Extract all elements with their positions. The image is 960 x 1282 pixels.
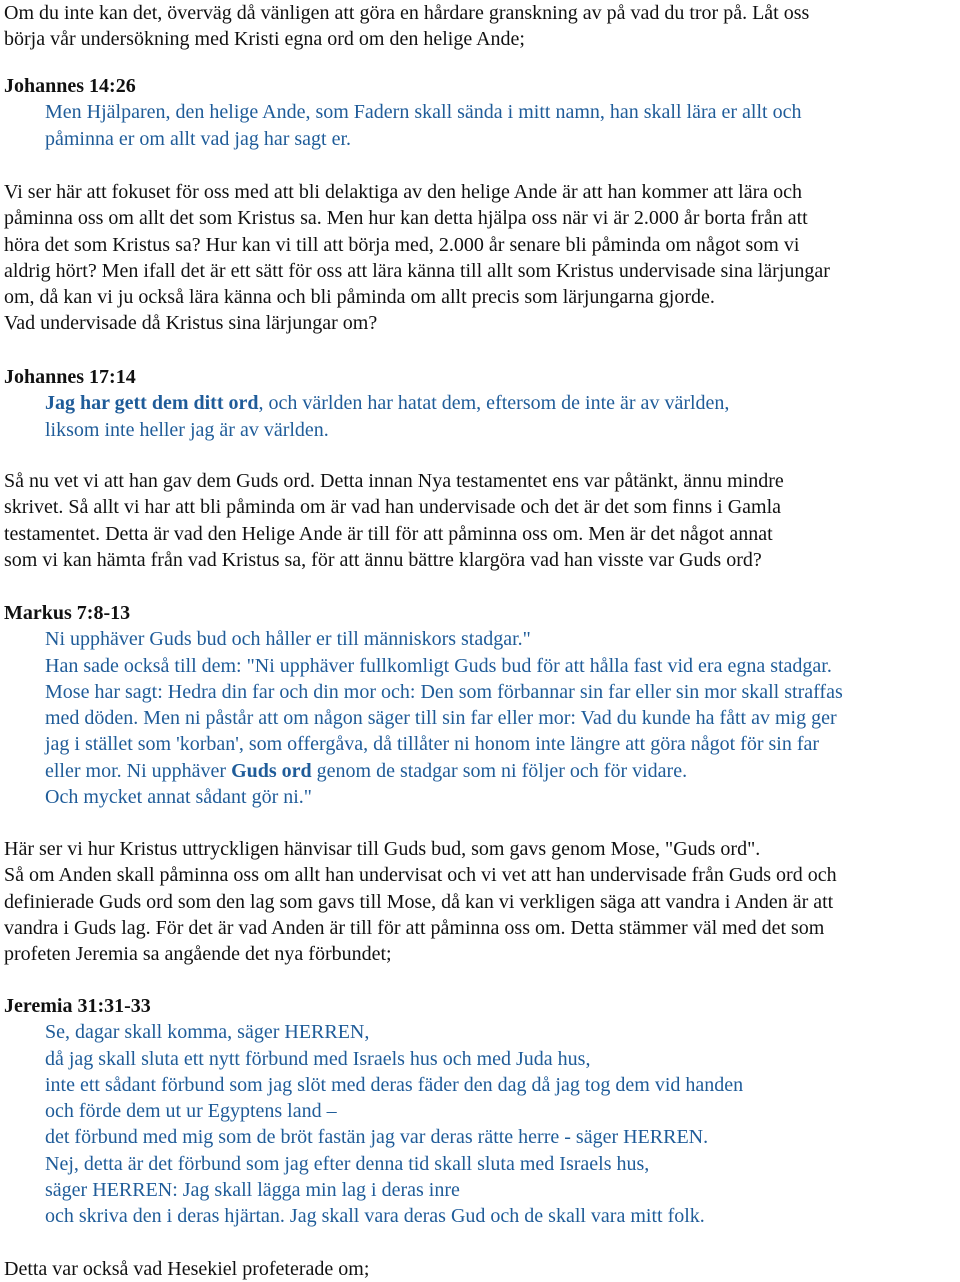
quote-line: och skriva den i deras hjärtan. Jag skall vara deras Gud och de skall vara mitt folk. xyxy=(45,1205,705,1228)
text-line: påminna oss om allt det som Kristus sa. Men hur kan detta hjälpa oss när vi är 2.000 år borta från att xyxy=(4,207,808,230)
text-line: om, då kan vi ju också lära känna och bli påminda om allt precis som lärjungarna gjorde. xyxy=(4,286,715,309)
quote-line: liksom inte heller jag är av världen. xyxy=(45,418,329,441)
quote-text: genom de stadgar som ni följer och för vidare. xyxy=(311,759,688,782)
quote-line: Nej, detta är det förbund som jag efter denna tid skall sluta med Israels hus, xyxy=(45,1152,650,1175)
text-line: som vi kan hämta från vad Kristus sa, för att ännu bättre klargöra vad han visste var Guds ord? xyxy=(4,548,762,571)
quote-line xyxy=(45,390,956,416)
text-line: skrivet. Så allt vi har att bli påminda om är vad han undervisade och det är det som finns i Gamla xyxy=(4,496,782,519)
verse-reference: Johannes 14:26 xyxy=(4,75,136,97)
emphasis-text: Guds ord xyxy=(231,759,312,782)
section-jeremia-31 xyxy=(4,993,956,1230)
quote-line: Se, dagar skall komma, säger HERREN, xyxy=(45,1021,370,1044)
quote-line: inte ett sådant förbund som jag slöt med deras fäder den dag då jag tog dem vid handen xyxy=(45,1073,744,1096)
quote-line: jag i stället som 'korban', som offergåva, då tillåter ni honom inte längre att göra något för sin far xyxy=(45,733,820,756)
quote-line: med döden. Men ni påstår att om någon säger till sin far eller mor: Vad du kunde ha fått av mig ger xyxy=(45,707,837,730)
text-line: höra det som Kristus sa? Hur kan vi till att börja med, 2.000 år senare bli påminda om något som vi xyxy=(4,233,800,256)
quote-line: Mose har sagt: Hedra din far och din mor och: Den som förbannar sin far eller sin mor skall straffas xyxy=(45,680,843,703)
text-line: Så nu vet vi att han gav dem Guds ord. Detta innan Nya testamentet ens var påtänkt, ännu mindre xyxy=(4,470,784,492)
text-line: definierade Guds ord som den lag som gavs till Mose, då kan vi verkligen säga att vandra i Anden är att xyxy=(4,890,834,913)
quote-text: eller mor. Ni upphäver xyxy=(45,759,232,782)
quote-line: Han sade också till dem: "Ni upphäver fullkomligt Guds bud för att hålla fast vid era egna stadgar. xyxy=(45,654,832,677)
verse-reference: Johannes 17:14 xyxy=(4,366,136,388)
text-line: Om du inte kan det, överväg då vänligen att göra en hårdare granskning av på vad du tror på. Låt oss xyxy=(4,2,810,24)
quote-line: då jag skall sluta ett nytt förbund med Israels hus och med Juda hus, xyxy=(45,1047,591,1070)
text-line: aldrig hört? Men ifall det är ett sätt för oss att lära känna till allt som Kristus undervisade sina lärjungar xyxy=(4,259,830,282)
scripture-quote xyxy=(4,626,956,810)
scripture-quote xyxy=(4,390,956,443)
verse-reference: Markus 7:8-13 xyxy=(4,602,131,624)
quote-line: Och mycket annat sådant gör ni." xyxy=(45,786,312,809)
body-paragraph xyxy=(4,836,956,967)
text-line: testamentet. Detta är vad den Helige Ande är till för att påminna oss om. Men är det något annat xyxy=(4,522,773,545)
quote-line xyxy=(45,758,956,784)
scripture-quote xyxy=(4,1019,956,1229)
emphasis-text: Jag har gett dem ditt ord xyxy=(45,392,259,415)
quote-line: det förbund med mig som de bröt fastän jag var deras rätte herre - säger HERREN. xyxy=(45,1126,709,1149)
text-line: vandra i Guds lag. För det är vad Anden är till för att påminna oss om. Detta stämmer väl med det som xyxy=(4,916,825,939)
text-line: Här ser vi hur Kristus uttryckligen hänvisar till Guds bud, som gavs genom Mose, "Guds ord". xyxy=(4,838,761,860)
text-line: profeten Jeremia sa angående det nya förbundet; xyxy=(4,943,392,966)
section-markus-7 xyxy=(4,600,956,810)
quote-line: Ni upphäver Guds bud och håller er till människors stadgar." xyxy=(45,628,531,651)
closing-line xyxy=(4,1256,956,1282)
text-line: Detta var också vad Hesekiel profeterade om; xyxy=(4,1258,370,1280)
scripture-quote xyxy=(4,99,956,152)
body-paragraph xyxy=(4,468,956,573)
quote-line: och förde dem ut ur Egyptens land – xyxy=(45,1100,337,1123)
text-line: börja vår undersökning med Kristi egna ord om den helige Ande; xyxy=(4,28,525,51)
quote-line: säger HERREN: Jag skall lägga min lag i deras inre xyxy=(45,1179,460,1202)
quote-line: påminna er om allt vad jag har sagt er. xyxy=(45,127,352,150)
text-line: Så om Anden skall påminna oss om allt han undervisat och vi vet att han undervisade från Guds ord och xyxy=(4,864,837,887)
body-paragraph xyxy=(4,179,956,337)
quote-text: , och världen har hatat dem, eftersom de inte är av världen, xyxy=(258,392,730,415)
quote-line: Men Hjälparen, den helige Ande, som Fadern skall sända i mitt namn, han skall lära er allt och xyxy=(45,101,802,124)
text-line: Vad undervisade då Kristus sina lärjungar om? xyxy=(4,312,378,335)
text-line: Vi ser här att fokuset för oss med att bli delaktiga av den helige Ande är att han kommer att lära och xyxy=(4,181,802,203)
verse-reference: Jeremia 31:31-33 xyxy=(4,995,151,1017)
section-johannes-17 xyxy=(4,364,956,443)
intro-paragraph xyxy=(4,0,956,53)
section-johannes-14 xyxy=(4,73,956,152)
